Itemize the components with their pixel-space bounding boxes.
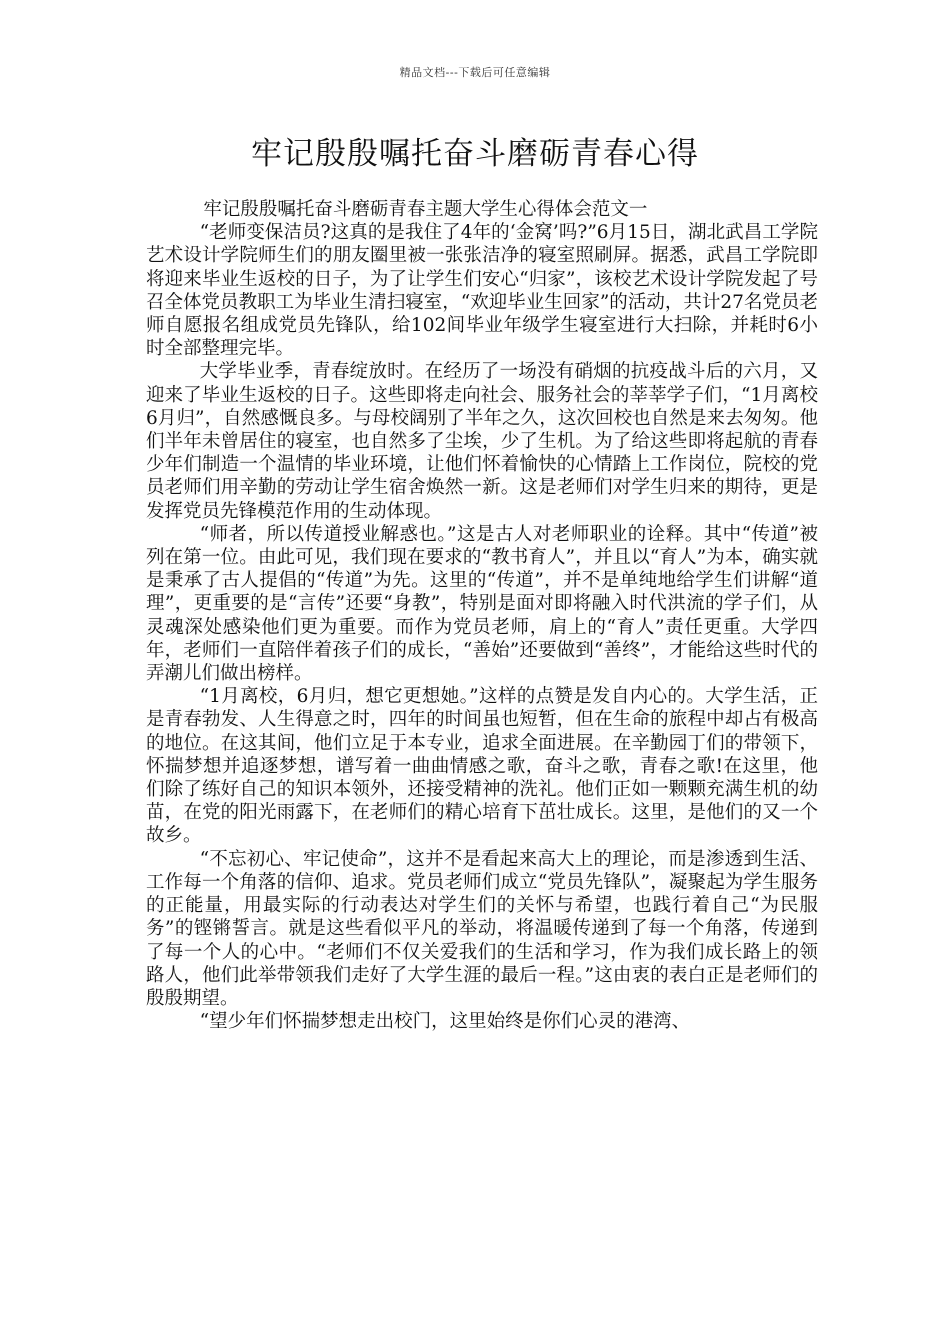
paragraph: 大学毕业季，青春绽放时。在经历了一场没有硝烟的抗疫战斗后的六月，又迎来了毕业生返校的日子。这些即将走向社会、服务社会的莘莘学子们，“1月离校6月归”，自然感慨良多。与母校阔别了半年之久，这次回校也自然是来去匆匆。他们半年未曾居住的寝室，也自然多了尘埃，少了生机。为了给这些即将起航的青春少年们制造一个温情的毕业环境，让他们怀着愉快的心情踏上工作岗位，院校的党员老师们用辛勤的劳动让学生宿舍焕然一新。这是老师们对学生归来的期待，更是发挥党员先锋模范作用的生动体现。: [146, 361, 818, 522]
document-title: 牢记殷殷嘱托奋斗磨砺青春心得: [251, 136, 699, 172]
paragraph: “老师变保洁员?这真的是我住了4年的‘金窝’吗?”6月15日，湖北武昌工学院艺术设计学院师生们的朋友圈里被一张张洁净的寝室照刷屏。据悉，武昌工学院即将迎来毕业生返校的日子，为了让学生们安心“归家”，该校艺术设计学院发起了号召全体党员教职工为毕业生清扫寝室，“欢迎毕业生回家”的活动，共计27名党员老师自愿报名组成党员先锋队，给102间毕业年级学生寝室进行大扫除，并耗时6小时全部整理完毕。: [146, 222, 818, 360]
paragraph: “师者，所以传道授业解惑也。”这是古人对老师职业的诠释。其中“传道”被列在第一位。由此可见，我们现在要求的“教书育人”，并且以“育人”为本，确实就是秉承了古人提倡的“传道”为先。这里的“传道”，并不是单纯地给学生们讲解“道理”，更重要的是“言传”还要“身教”，特别是面对即将融入时代洪流的学子们，从灵魂深处感染他们更为重要。而作为党员老师，肩上的“育人”责任更重。大学四年，老师们一直陪伴着孩子们的成长，“善始”还要做到“善终”，才能给这些时代的弄潮儿们做出榜样。: [146, 523, 818, 685]
paragraph: “1月离校，6月归，想它更想她。”这样的点赞是发自内心的。大学生活，正是青春勃发、人生得意之时，四年的时间虽也短暂，但在生命的旅程中却占有极高的地位。在这其间，他们立足于本专业，追求全面进展。在辛勤园丁们的带领下，怀揣梦想并追逐梦想，谱写着一曲曲情感之歌，奋斗之歌，青春之歌!在这里，他们除了练好自己的知识本领外，还接受精神的洗礼。他们正如一颗颗充满生机的幼苗，在党的阳光雨露下，在老师们的精心培育下茁壮成长。这里，是他们的又一个故乡。: [146, 686, 818, 847]
document-subtitle: 牢记殷殷嘱托奋斗磨砺青春主题大学生心得体会范文一: [203, 199, 648, 220]
document-body: [146, 198, 818, 1033]
paragraph: “望少年们怀揣梦想走出校门，这里始终是你们心灵的港湾、: [199, 1011, 691, 1033]
header-note: 精品文档---下载后可任意编辑: [399, 66, 551, 79]
paragraph: “不忘初心、牢记使命”，这并不是看起来高大上的理论，而是渗透到生活、工作每一个角落的信仰、追求。党员老师们成立“党员先锋队”，凝聚起为学生服务的正能量，用最实际的行动表达对学生们的关怀与希望，也践行着自己“为民服务”的铿锵誓言。就是这些看似平凡的举动，将温暖传递到了每一个角落，传递到了每一个人的心中。“老师们不仅关爱我们的生活和学习，作为我们成长路上的领路人，他们此举带领我们走好了大学生涯的最后一程。”这由衷的表白正是老师们的殷殷期望。: [146, 848, 818, 1009]
